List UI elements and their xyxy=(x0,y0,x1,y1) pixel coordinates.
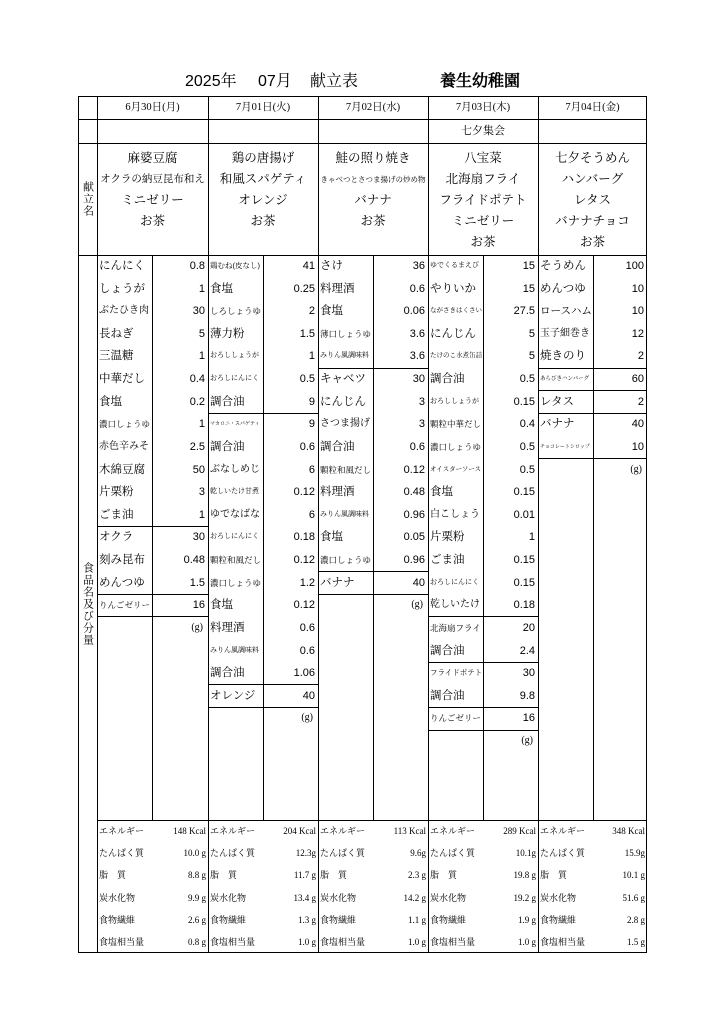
nutrition-value: 13.4 g xyxy=(293,892,316,903)
food-quantity: 0.18 xyxy=(293,531,315,544)
food-unit: (g) xyxy=(191,621,203,633)
menu-item: ミニゼリー xyxy=(121,192,184,207)
food-quantity: 20 xyxy=(522,621,535,634)
food-quantity: 0.8 xyxy=(189,260,205,272)
food-quantity: 9 xyxy=(308,418,315,431)
nutrition-value: 9.6g xyxy=(410,848,426,859)
nutrition-label: たんぱく質 xyxy=(540,848,586,859)
food-name: ゆでなばな xyxy=(210,508,260,520)
nutrition-label: 食塩相当量 xyxy=(430,937,476,947)
food-quantity: 1 xyxy=(198,508,205,521)
table-rule xyxy=(538,96,539,953)
food-quantity: 0.15 xyxy=(513,486,535,499)
food-name: 料理酒 xyxy=(210,621,245,634)
food-name: 三温糖 xyxy=(99,350,134,363)
nutrition-label: 炭水化物 xyxy=(540,892,577,903)
food-name: 濃口しょうゆ xyxy=(210,577,262,588)
food-quantity: 0.12 xyxy=(403,463,425,476)
food-name: マカロニ・スパゲティ xyxy=(210,421,260,428)
food-quantity: 100 xyxy=(625,260,644,272)
food-quantity: 30 xyxy=(192,531,205,544)
food-name: 調合油 xyxy=(430,644,465,657)
table-rule xyxy=(428,96,429,953)
date-header: 7月04日(金) xyxy=(565,102,620,113)
food-quantity: 0.12 xyxy=(293,486,315,499)
menu-item: 鶏の唐揚げ xyxy=(231,150,295,165)
food-name: おろしにんにく xyxy=(210,533,259,541)
food-name: ながさきはくさい xyxy=(430,307,482,315)
nutrition-label: 食塩相当量 xyxy=(320,937,366,947)
food-name: やりいか xyxy=(430,282,476,295)
date-header: 6月30日(月) xyxy=(125,102,180,113)
food-name: 調合油 xyxy=(430,373,465,386)
menu-item: お茶 xyxy=(250,213,276,228)
nutrition-value: 11.7 g xyxy=(293,870,316,881)
food-name: ぶたひき肉 xyxy=(99,305,149,317)
food-name: おろししょうが xyxy=(210,352,259,360)
food-name: さつま揚げ xyxy=(320,418,370,430)
nutrition-value: 1.3 g xyxy=(298,914,316,925)
food-quantity: 0.6 xyxy=(299,621,315,634)
menu-item: バナナチョコ xyxy=(555,213,630,228)
food-quantity: 0.06 xyxy=(403,305,425,318)
nutrition-value: 2.8 g xyxy=(627,914,645,925)
food-quantity: 3 xyxy=(418,395,425,408)
nutrition-label: 脂 質 xyxy=(540,870,568,881)
nutrition-value: 19.8 g xyxy=(513,870,536,881)
nutrition-value: 1.1 g xyxy=(408,914,426,925)
food-quantity: 3 xyxy=(418,418,425,431)
food-quantity: 0.5 xyxy=(519,463,535,476)
food-name: ぶなしめじ xyxy=(210,463,260,475)
food-quantity: 41 xyxy=(302,260,315,272)
nutrition-label: エネルギー xyxy=(320,826,366,836)
food-name: バナナ xyxy=(320,576,355,589)
side-label-food-quantities: 食品名及び分量 xyxy=(81,562,94,646)
food-name: めんつゆ xyxy=(99,576,145,589)
nutrition-value: 1.5 g xyxy=(627,937,645,947)
food-name: オレンジ xyxy=(210,689,256,702)
nutrition-label: 食塩相当量 xyxy=(210,937,256,947)
nutrition-label: たんぱく質 xyxy=(210,848,256,859)
food-name: しょうが xyxy=(99,282,145,295)
food-quantity: 5 xyxy=(528,350,535,363)
food-quantity: 0.4 xyxy=(519,418,535,431)
food-name: バナナ xyxy=(540,418,575,431)
food-name: 食塩 xyxy=(320,531,343,544)
nutrition-label: 食物繊維 xyxy=(540,914,577,925)
nutrition-label: 炭水化物 xyxy=(99,892,136,903)
food-quantity: 6 xyxy=(308,463,315,476)
food-quantity: 3 xyxy=(198,486,205,499)
food-quantity: 0.01 xyxy=(513,508,535,521)
food-name: ゆでくるまえび xyxy=(430,262,479,269)
nutrition-value: 10.0 g xyxy=(183,848,206,859)
food-name: 食塩 xyxy=(320,305,343,318)
food-quantity: 16 xyxy=(192,599,205,612)
side-label-menu-names: 献立名 xyxy=(81,181,94,217)
food-quantity: 0.48 xyxy=(403,486,425,499)
food-name: 乾しいたけ甘煮 xyxy=(210,488,259,496)
food-quantity: 15 xyxy=(522,282,535,295)
nutrition-label: 食塩相当量 xyxy=(540,937,586,947)
food-quantity: 0.15 xyxy=(513,576,535,589)
food-quantity: 1 xyxy=(198,418,205,431)
food-name: 食塩 xyxy=(430,486,453,499)
nutrition-label: エネルギー xyxy=(99,826,145,836)
food-name: ロースハム xyxy=(540,305,592,318)
food-name: 焼きのり xyxy=(540,350,586,363)
food-name: 鶏むね(皮なし) xyxy=(210,261,260,270)
nutrition-label: 脂 質 xyxy=(210,870,238,881)
nutrition-value: 10.1g xyxy=(515,848,536,859)
food-quantity: 50 xyxy=(192,463,205,476)
food-unit: (g) xyxy=(630,463,642,475)
food-quantity: 1 xyxy=(308,350,315,363)
school-name: 養生幼稚園 xyxy=(440,73,521,90)
menu-item: お茶 xyxy=(579,234,605,249)
title-label: 献立表 xyxy=(310,73,359,90)
food-quantity: 0.6 xyxy=(409,440,425,453)
event-label: 七夕集会 xyxy=(461,125,505,137)
food-quantity: 1.5 xyxy=(299,327,315,340)
food-name: 濃口しょうゆ xyxy=(320,555,372,566)
nutrition-value: 1.0 g xyxy=(408,937,426,947)
food-name: たけのこ水煮缶詰 xyxy=(430,352,482,360)
food-name: 調合油 xyxy=(210,667,245,680)
food-name: 濃口しょうゆ xyxy=(99,419,151,430)
nutrition-value: 148 Kcal xyxy=(173,826,206,836)
nutrition-value: 0.8 g xyxy=(188,937,206,947)
food-quantity: 30 xyxy=(192,305,205,318)
food-name: みりん風調味料 xyxy=(210,646,259,654)
food-name: 調合油 xyxy=(210,395,245,408)
nutrition-value: 51.6 g xyxy=(622,892,645,903)
food-quantity: 5 xyxy=(198,327,205,340)
food-name: 乾しいたけ xyxy=(430,599,480,611)
food-name: 食塩 xyxy=(210,599,233,612)
food-quantity: 0.48 xyxy=(183,554,205,567)
menu-item: フライドポテト xyxy=(439,192,527,207)
food-quantity: 1.5 xyxy=(189,576,205,589)
nutrition-value: 348 Kcal xyxy=(612,826,645,836)
food-quantity: 60 xyxy=(631,373,644,386)
food-quantity: 2 xyxy=(637,350,644,363)
table-rule xyxy=(208,96,209,953)
nutrition-label: 脂 質 xyxy=(320,870,348,881)
nutrition-value: 19.2 g xyxy=(513,892,536,903)
food-name: おろししょうが xyxy=(430,397,479,405)
menu-item: オクラの納豆昆布和え xyxy=(100,172,205,185)
food-name: 調合油 xyxy=(430,689,465,702)
date-header: 7月03日(木) xyxy=(455,102,511,113)
food-quantity: 10 xyxy=(631,282,644,295)
food-name: あらびきハンバーグ xyxy=(540,376,590,383)
menu-item: お茶 xyxy=(360,213,386,228)
nutrition-value: 1.9 g xyxy=(518,914,536,925)
food-name: みりん風調味料 xyxy=(320,510,369,518)
food-name: 食塩 xyxy=(99,395,122,408)
food-quantity: 0.5 xyxy=(299,373,315,386)
nutrition-value: 204 Kcal xyxy=(283,826,316,836)
food-name: オイスターソース xyxy=(430,465,482,473)
food-quantity: 0.18 xyxy=(513,599,535,612)
food-quantity: 2 xyxy=(308,305,315,318)
food-name: 片栗粉 xyxy=(99,486,134,499)
nutrition-value: 289 Kcal xyxy=(503,826,536,836)
nutrition-value: 1.0 g xyxy=(518,937,536,947)
food-name: 中華だし xyxy=(99,373,145,386)
food-name: おろしにんにく xyxy=(430,578,479,586)
table-rule xyxy=(318,96,319,953)
menu-item: オレンジ xyxy=(238,192,288,207)
food-name: おろしにんにく xyxy=(210,375,259,383)
food-name: めんつゆ xyxy=(540,282,586,295)
food-quantity: 0.15 xyxy=(513,554,535,567)
food-name: レタス xyxy=(540,395,575,408)
food-quantity: 36 xyxy=(412,260,425,272)
date-header: 7月01日(火) xyxy=(235,102,291,113)
food-name: りんごゼリー xyxy=(99,600,151,611)
food-name: 顆粒和風だし xyxy=(210,555,262,566)
nutrition-label: エネルギー xyxy=(540,826,586,836)
menu-item: 七夕そうめん xyxy=(554,150,630,165)
menu-item: 八宝菜 xyxy=(464,150,502,165)
food-quantity: 5 xyxy=(528,327,535,340)
food-name: フライドポテト xyxy=(430,668,482,678)
food-quantity: 1 xyxy=(198,350,205,363)
food-quantity: 0.6 xyxy=(409,282,425,295)
food-quantity: 0.5 xyxy=(519,373,535,386)
food-name: そうめん xyxy=(540,260,586,272)
menu-item: お茶 xyxy=(139,213,165,228)
nutrition-label: たんぱく質 xyxy=(99,848,145,859)
food-quantity: 2.4 xyxy=(519,644,535,657)
food-quantity: 1 xyxy=(198,282,205,295)
food-quantity: 40 xyxy=(302,689,315,702)
date-header: 7月02日(水) xyxy=(345,102,401,113)
food-name: 調合油 xyxy=(210,440,245,453)
food-name: チョコレートシロップ xyxy=(540,443,590,450)
food-name: 赤色辛みそ xyxy=(99,440,149,452)
food-quantity: 3.6 xyxy=(409,327,425,340)
nutrition-label: たんぱく質 xyxy=(430,848,476,859)
food-name: にんじん xyxy=(320,395,366,408)
food-name: 顆粒中華だし xyxy=(430,419,482,430)
food-unit: (g) xyxy=(411,599,423,611)
food-name: 食塩 xyxy=(210,282,233,295)
food-quantity: 16 xyxy=(522,712,535,725)
food-name: 白こしょう xyxy=(430,508,480,520)
food-quantity: 0.5 xyxy=(519,440,535,453)
food-quantity: 9 xyxy=(308,395,315,408)
food-name: 長ねぎ xyxy=(99,327,134,340)
food-unit: (g) xyxy=(301,712,313,724)
food-name: 料理酒 xyxy=(320,486,355,499)
menu-item: 和風スパゲティ xyxy=(219,171,307,186)
nutrition-label: 食物繊維 xyxy=(99,914,136,925)
food-name: 顆粒和風だし xyxy=(320,464,372,475)
food-name: 料理酒 xyxy=(320,282,355,295)
nutrition-value: 15.9g xyxy=(624,848,645,859)
title-month: 07月 xyxy=(258,73,292,90)
food-name: りんごゼリー xyxy=(430,713,482,724)
food-quantity: 0.12 xyxy=(293,554,315,567)
food-quantity: 10 xyxy=(631,440,644,453)
food-name: さけ xyxy=(320,260,343,272)
nutrition-value: 12.3g xyxy=(295,848,316,859)
food-quantity: 0.6 xyxy=(299,440,315,453)
menu-item: レタス xyxy=(573,192,611,207)
title-year: 2025年 xyxy=(185,73,237,90)
food-quantity: 0.25 xyxy=(293,282,315,295)
nutrition-label: 食塩相当量 xyxy=(99,937,145,947)
food-quantity: 40 xyxy=(412,576,425,589)
food-quantity: 6 xyxy=(308,508,315,521)
food-name: キャベツ xyxy=(320,373,366,386)
food-name: ごま油 xyxy=(99,508,134,521)
food-quantity: 0.15 xyxy=(513,395,535,408)
nutrition-value: 2.3 g xyxy=(408,870,426,881)
nutrition-label: 炭水化物 xyxy=(430,892,467,903)
food-name: 薄力粉 xyxy=(210,327,245,340)
nutrition-value: 14.2 g xyxy=(403,892,426,903)
menu-item: 鮭の照り焼き xyxy=(335,150,411,165)
nutrition-label: たんぱく質 xyxy=(320,848,366,859)
food-unit: (g) xyxy=(521,735,533,747)
nutrition-label: 食物繊維 xyxy=(210,914,247,925)
food-quantity: 0.96 xyxy=(403,508,425,521)
food-name: しろしょうゆ xyxy=(210,306,262,317)
nutrition-value: 10.1 g xyxy=(622,870,645,881)
food-quantity: 0.4 xyxy=(189,373,205,386)
food-name: 薄口しょうゆ xyxy=(320,328,372,339)
food-name: オクラ xyxy=(99,531,134,544)
food-name: 北海扇フライ xyxy=(430,622,481,633)
food-name: ごま油 xyxy=(430,554,465,567)
food-name: 木綿豆腐 xyxy=(99,463,145,476)
food-name: みりん風調味料 xyxy=(320,352,369,360)
table-rule xyxy=(78,143,647,144)
menu-item: ミニゼリー xyxy=(451,213,515,228)
nutrition-label: 食物繊維 xyxy=(320,914,357,925)
nutrition-label: エネルギー xyxy=(430,826,476,836)
food-name: 調合油 xyxy=(320,440,355,453)
food-quantity: 40 xyxy=(631,418,644,431)
nutrition-label: 炭水化物 xyxy=(210,892,247,903)
nutrition-value: 9.9 g xyxy=(188,892,206,903)
food-name: 片栗粉 xyxy=(430,531,465,544)
menu-item: お茶 xyxy=(470,234,496,249)
nutrition-label: 脂 質 xyxy=(99,870,127,881)
menu-item: ハンバーグ xyxy=(561,171,624,186)
menu-item: きゃべつとさつま揚げの炒め物 xyxy=(320,174,426,184)
menu-item: バナナ xyxy=(354,192,392,207)
food-name: にんにく xyxy=(99,260,145,272)
food-quantity: 1.06 xyxy=(293,667,315,680)
nutrition-value: 113 Kcal xyxy=(393,826,426,836)
food-quantity: 30 xyxy=(522,667,535,680)
food-quantity: 0.12 xyxy=(293,599,315,612)
food-quantity: 27.5 xyxy=(513,305,535,318)
nutrition-label: 炭水化物 xyxy=(320,892,357,903)
food-quantity: 0.2 xyxy=(189,395,205,408)
nutrition-value: 1.0 g xyxy=(298,937,316,947)
nutrition-label: 食物繊維 xyxy=(430,914,467,925)
food-quantity: 1.2 xyxy=(299,576,315,589)
food-quantity: 2 xyxy=(637,395,644,408)
food-name: 刻み昆布 xyxy=(99,554,145,567)
nutrition-value: 2.6 g xyxy=(188,914,206,925)
food-quantity: 9.8 xyxy=(519,689,535,702)
food-quantity: 0.05 xyxy=(403,531,425,544)
food-name: 玉子細巻き xyxy=(540,327,590,339)
food-quantity: 3.6 xyxy=(409,350,425,363)
food-name: 濃口しょうゆ xyxy=(430,441,482,452)
food-quantity: 10 xyxy=(631,305,644,318)
nutrition-label: エネルギー xyxy=(210,826,256,836)
food-quantity: 15 xyxy=(522,260,535,272)
food-quantity: 30 xyxy=(412,373,425,386)
menu-item: 北海扇フライ xyxy=(445,171,521,186)
food-quantity: 12 xyxy=(631,327,644,340)
food-name: にんじん xyxy=(430,327,476,340)
nutrition-value: 8.8 g xyxy=(188,870,206,881)
food-quantity: 1 xyxy=(528,531,535,544)
food-quantity: 2.5 xyxy=(189,440,205,453)
nutrition-label: 脂 質 xyxy=(430,870,458,881)
menu-item: 麻婆豆腐 xyxy=(127,150,178,165)
food-quantity: 0.6 xyxy=(299,644,315,657)
food-quantity: 0.96 xyxy=(403,554,425,567)
